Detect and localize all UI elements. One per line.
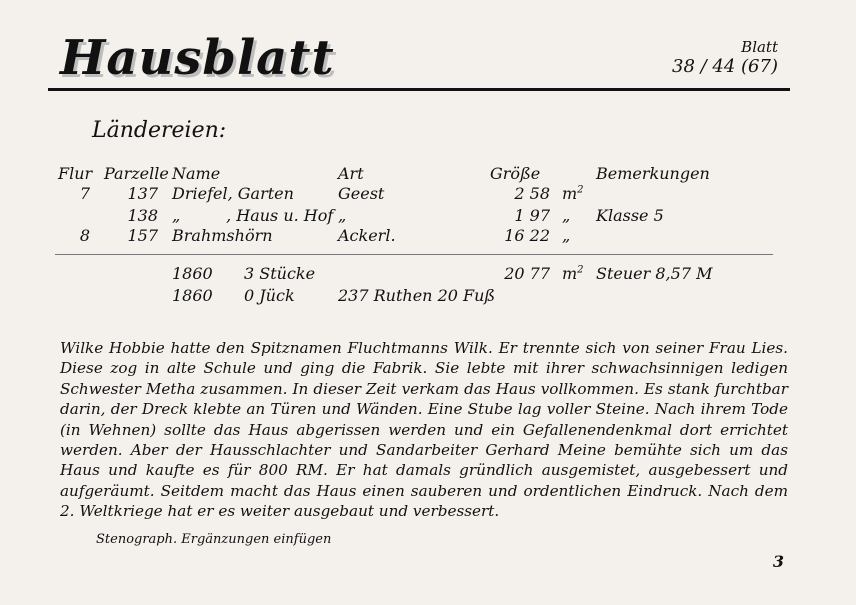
row2-groesse: 1 97 <box>514 206 550 225</box>
summary1-unit: $m^2$ <box>562 264 584 283</box>
summary2-count: 0 Jück <box>244 286 295 305</box>
summary2-year: 1860 <box>172 286 213 305</box>
row1-name: Driefel, Garten <box>172 184 294 203</box>
summary1-groesse: 20 77 <box>504 264 550 283</box>
col-header-flur: Flur <box>58 164 93 183</box>
header-rule <box>48 88 790 91</box>
summary1-count: 3 Stücke <box>244 264 316 283</box>
history-paragraph: Wilke Hobbie hatte den Spitznamen Fluchtmanns Wilk. Er trennte sich von seiner Frau Lies. Diese zog in alte Schule und ging die Fabrik. Sie lebte mit ihrer schwachsinnigen ledigen Schwester Metha zusammen. In dieser Zeit verkam das Haus vollkommen. Es stank furchtbar darin, der Dreck klebte an Türen und Wänden. Eine Stube lag voller Steine. Nach ihrem Tode (in Wehnen) sollte das Haus abgerissen werden und ein Gefallenendenkmal dort errichtet werden. Aber der Hausschlachter und Sandarbeiter Gerhard Meine bemühte sich um das Haus und kaufte es für 800 RM. Er hat damals gründlich ausgemistet, ausgebessert und aufgeräumt. Seitdem macht das Haus einen sauberen und ordentlichen Eindruck. Nach dem 2. Weltkriege hat er es weiter ausgebaut und verbessert. <box>60 339 788 521</box>
summary1-bemerkungen: Steuer 8,57 M <box>596 264 713 283</box>
col-header-name: Name <box>172 164 221 183</box>
summary2-art: 237 Ruthen 20 Fuß <box>338 286 496 305</box>
section-title: Ländereien: <box>92 118 227 143</box>
col-header-parzelle: Parzelle <box>104 164 169 183</box>
sheet-label: Blatt <box>741 38 778 56</box>
row3-groesse: 16 22 <box>504 226 550 245</box>
row1-parzelle: 137 <box>127 184 158 203</box>
col-header-bemerkungen: Bemerkungen <box>596 164 710 183</box>
row1-flur: 7 <box>79 184 90 203</box>
row2-unit: „ <box>562 206 571 225</box>
row1-groesse: 2 58 <box>514 184 550 203</box>
row3-name: Brahmshörn <box>172 226 273 245</box>
table-divider <box>55 254 773 255</box>
row2-name: „ , Haus u. Hof <box>172 206 334 225</box>
row3-parzelle: 157 <box>127 226 158 245</box>
row1-unit: $m^2$ <box>562 184 584 203</box>
page-number: 3 <box>772 552 784 571</box>
row3-unit: „ <box>562 226 571 245</box>
row2-parzelle: 138 <box>127 206 158 225</box>
page-title: Hausblatt <box>60 30 335 86</box>
col-header-groesse: Größe <box>490 164 541 183</box>
row3-flur: 8 <box>79 226 90 245</box>
footnote: Stenograph. Ergänzungen einfügen <box>96 532 332 547</box>
sheet-number: 38 / 44 (67) <box>672 56 778 77</box>
row2-bemerkungen: Klasse 5 <box>596 206 664 225</box>
row2-art: „ <box>338 206 347 225</box>
col-header-art: Art <box>338 164 364 183</box>
row3-art: Ackerl. <box>338 226 396 245</box>
row1-art: Geest <box>338 184 385 203</box>
summary1-year: 1860 <box>172 264 213 283</box>
